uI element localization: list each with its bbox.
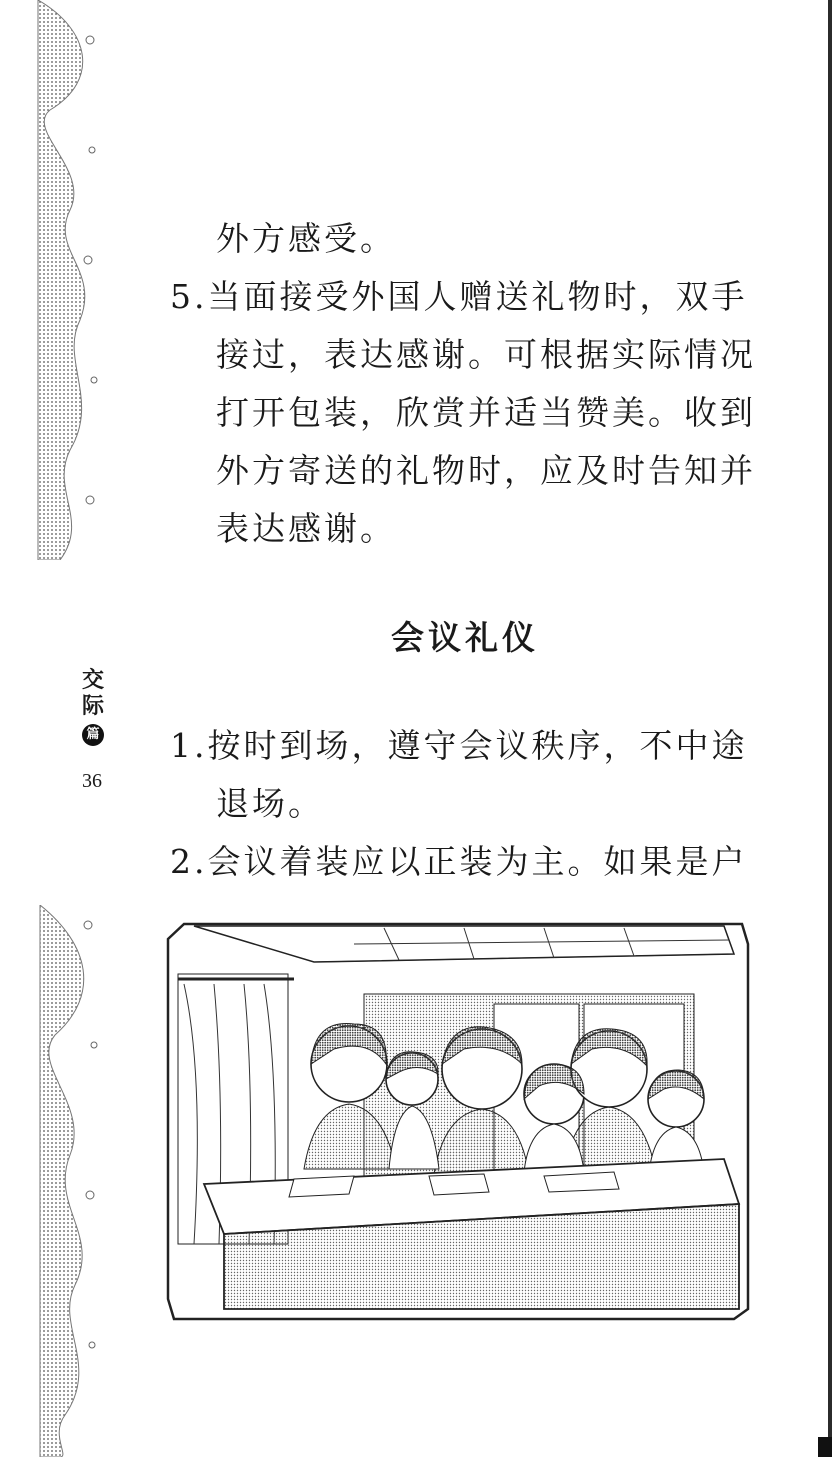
meeting-illustration <box>164 914 752 1324</box>
item2-line: 2.会议着装应以正装为主。如果是户 <box>170 842 748 881</box>
text-block-top <box>170 210 760 558</box>
item5-line: 接过，表达感谢。可根据实际情况 <box>216 335 756 374</box>
item5-line: 打开包装，欣赏并适当赞美。收到 <box>216 393 756 432</box>
item5-line: 外方寄送的礼物时，应及时告知并 <box>216 451 756 490</box>
side-label-char-1: 交 <box>81 668 104 693</box>
text-block-bottom <box>170 717 760 891</box>
continued-line: 外方感受。 <box>216 219 396 258</box>
side-label-char-2: 际 <box>81 694 104 719</box>
item5-line: 表达感谢。 <box>216 509 396 548</box>
section-heading: 会议礼仪 <box>391 618 539 657</box>
item1-line: 1.按时到场，遵守会议秩序，不中途 <box>170 726 748 765</box>
ornament-border-bottom <box>30 905 102 1457</box>
section-side-label <box>76 668 110 746</box>
page-edge <box>828 0 832 1457</box>
page-number: 36 <box>82 770 102 792</box>
item5-line: 5.当面接受外国人赠送礼物时，双手 <box>170 277 748 316</box>
item1-line: 退场。 <box>216 784 324 823</box>
ornament-border-top <box>30 0 102 560</box>
side-label-circled-char: 篇 <box>82 724 104 746</box>
page-edge-corner <box>818 1437 832 1457</box>
